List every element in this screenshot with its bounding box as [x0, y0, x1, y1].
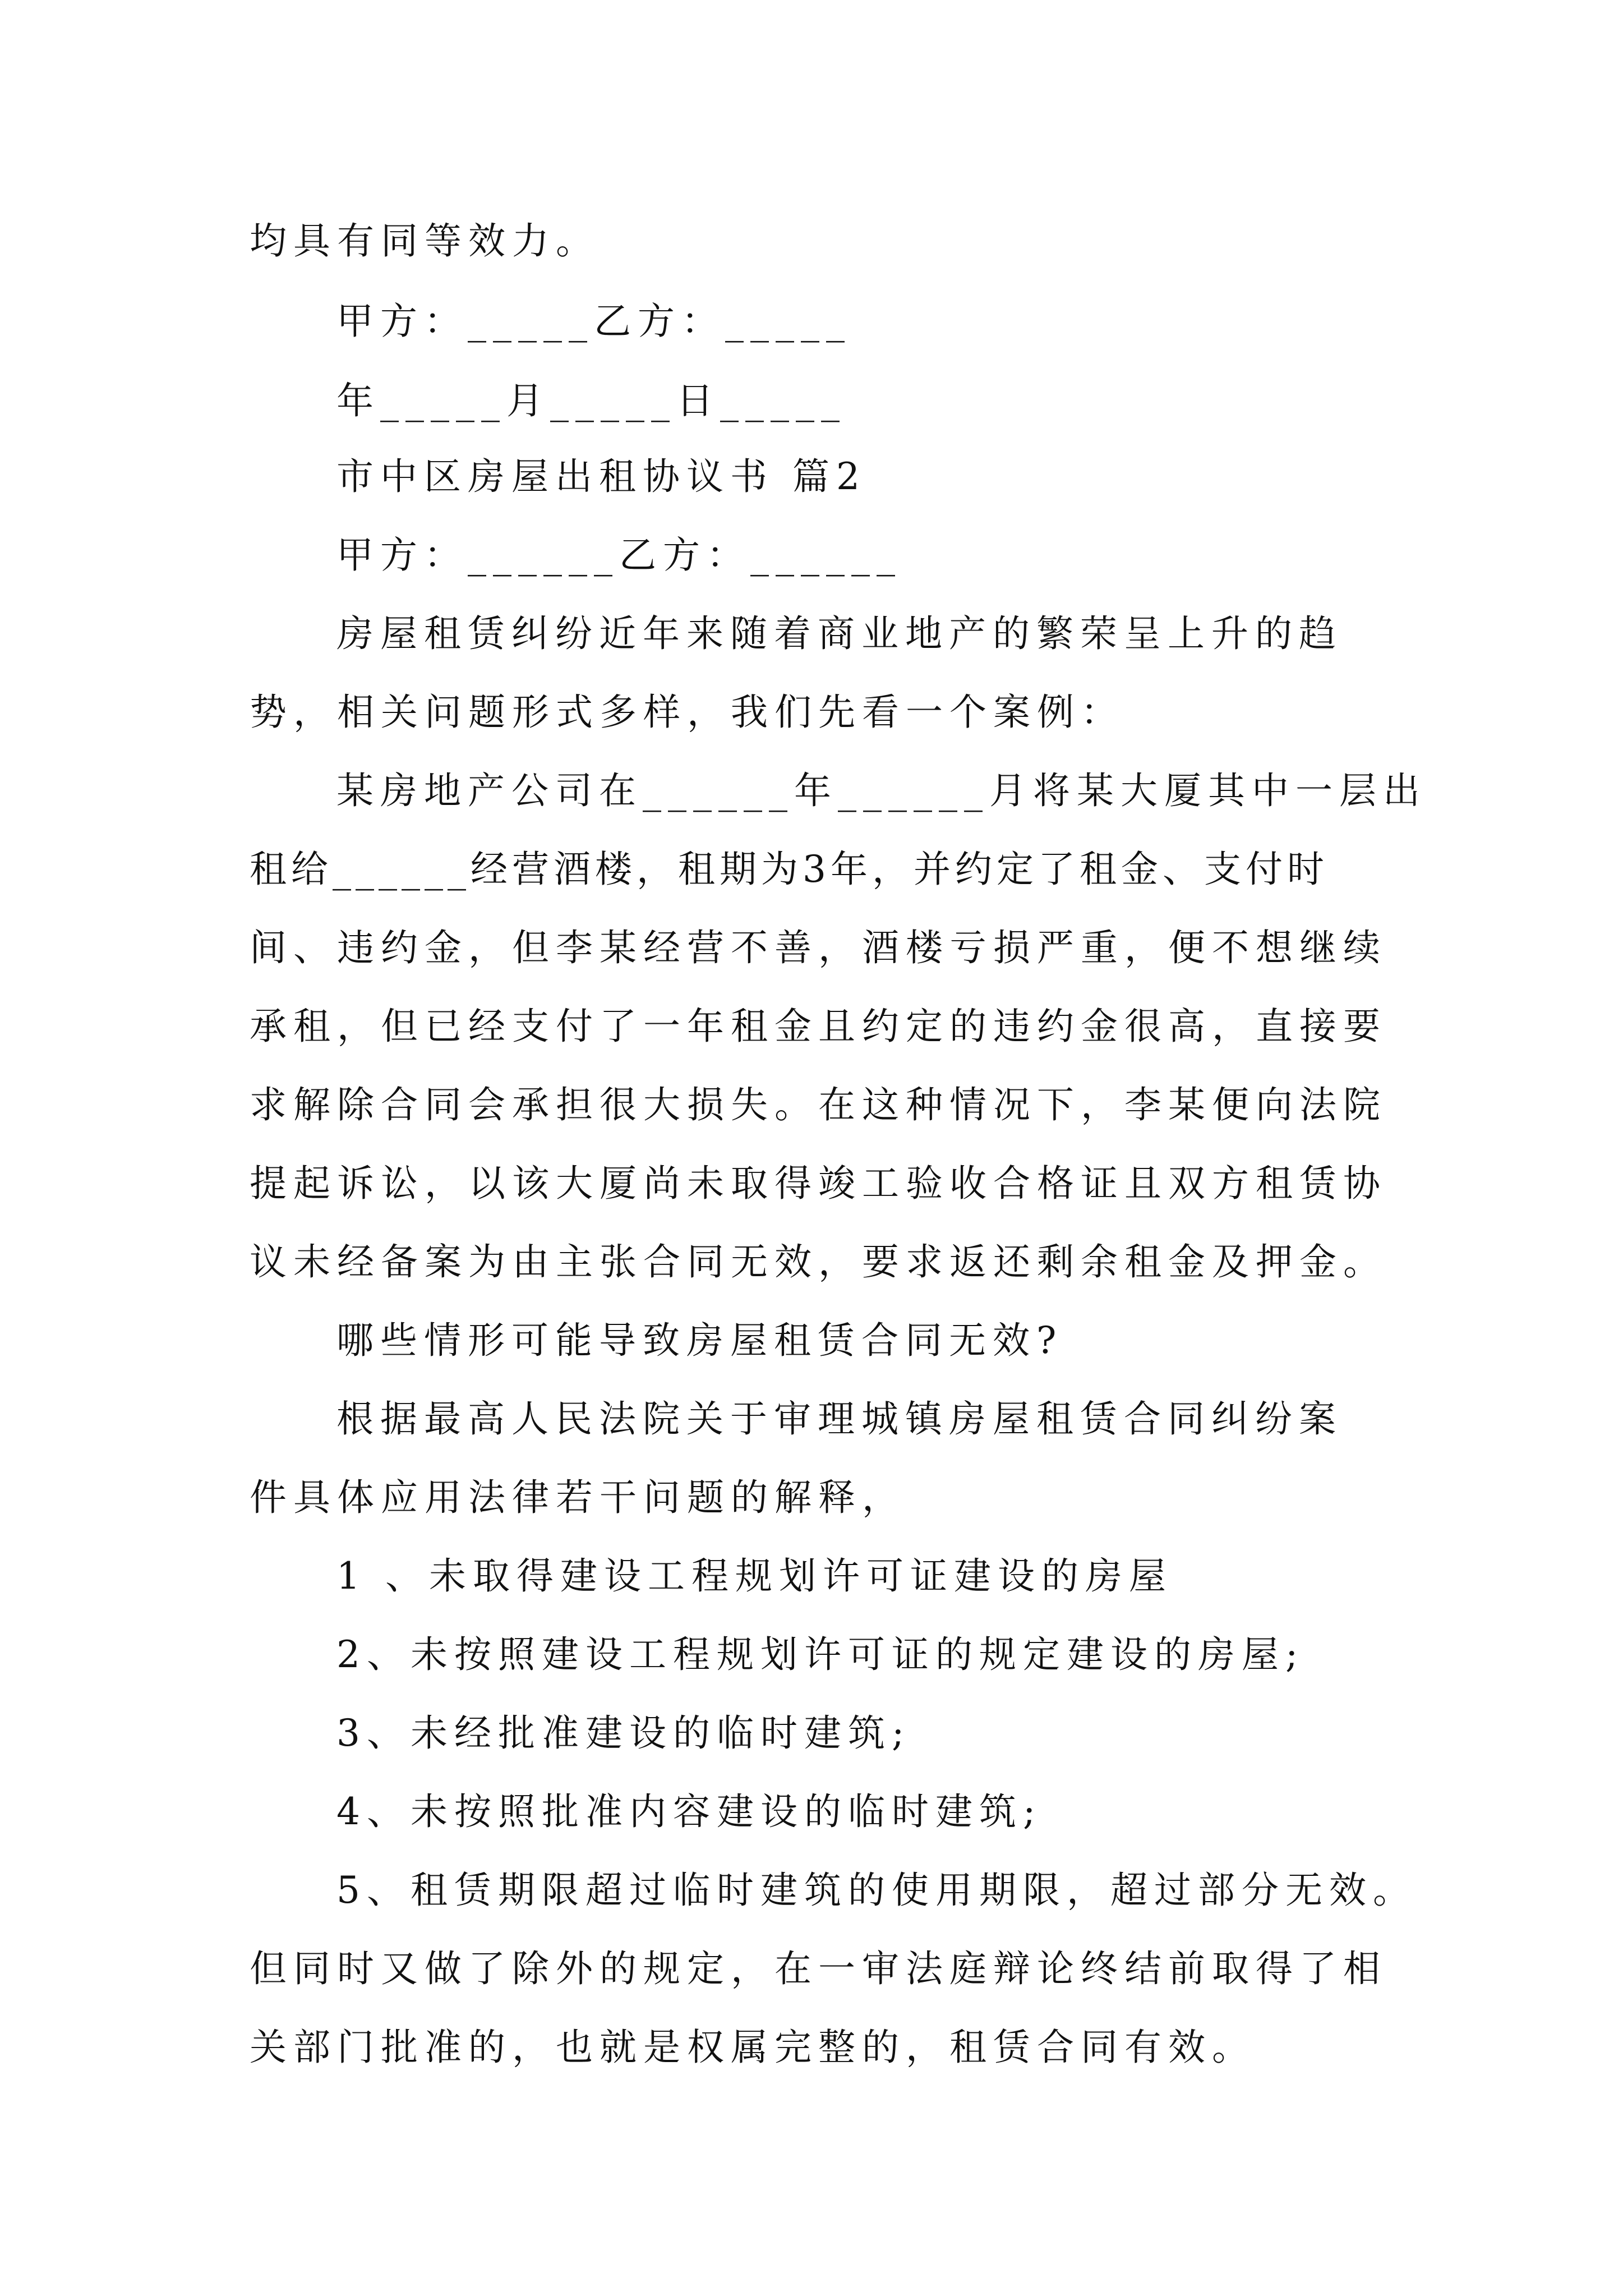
paragraph-line: 势，相关问题形式多样，我们先看一个案例：: [250, 691, 1124, 734]
paragraph-line: 租给______经营酒楼，租期为3年，并约定了租金、支付时: [250, 848, 1329, 891]
paragraph-line: 根据最高人民法院关于审理城镇房屋租赁合同纠纷案: [336, 1397, 1343, 1441]
question-line: 哪些情形可能导致房屋租赁合同无效?: [336, 1319, 1063, 1362]
paragraph-line: 间、违约金，但李某经营不善，酒楼亏损严重，便不想继续: [250, 926, 1387, 969]
list-item: 4、未按照批准内容建设的临时建筑;: [336, 1790, 1043, 1833]
paragraph-line: 件具体应用法律若干问题的解释，: [250, 1476, 906, 1519]
signature-line-date: 年_____月_____日_____: [336, 379, 846, 422]
paragraph-line: 求解除合同会承担很大损失。在这种情况下，李某便向法院: [250, 1083, 1387, 1126]
list-item: 3、未经批准建设的临时建筑;: [336, 1711, 911, 1755]
list-item: 2、未按照建设工程规划许可证的规定建设的房屋;: [336, 1633, 1305, 1676]
paragraph-line: 房屋租赁纠纷近年来随着商业地产的繁荣呈上升的趋: [336, 612, 1343, 655]
paragraph-line: 议未经备案为由主张合同无效，要求返还剩余租金及押金。: [250, 1240, 1387, 1283]
parties-line: 甲方：______乙方：______: [336, 533, 902, 577]
list-item: 1 、未取得建设工程规划许可证建设的房屋: [336, 1554, 1173, 1598]
paragraph-line: 某房地产公司在______年______月将某大厦其中一层出: [336, 769, 1427, 812]
list-item: 5、租赁期限超过临时建筑的使用期限，超过部分无效。: [336, 1869, 1417, 1912]
section-heading: 市中区房屋出租协议书 篇2: [336, 455, 866, 498]
paragraph-line: 承租，但已经支付了一年租金且约定的违约金很高，直接要: [250, 1005, 1387, 1048]
signature-line-parties: 甲方：_____乙方：_____: [336, 300, 851, 343]
paragraph-line: 提起诉讼，以该大厦尚未取得竣工验收合格证且双方租赁协: [250, 1162, 1387, 1205]
paragraph-line: 关部门批准的，也就是权属完整的，租赁合同有效。: [250, 2026, 1256, 2069]
paragraph-line: 但同时又做了除外的规定，在一审法庭辩论终结前取得了相: [250, 1947, 1387, 1990]
text-line: 均具有同等效力。: [250, 219, 600, 263]
